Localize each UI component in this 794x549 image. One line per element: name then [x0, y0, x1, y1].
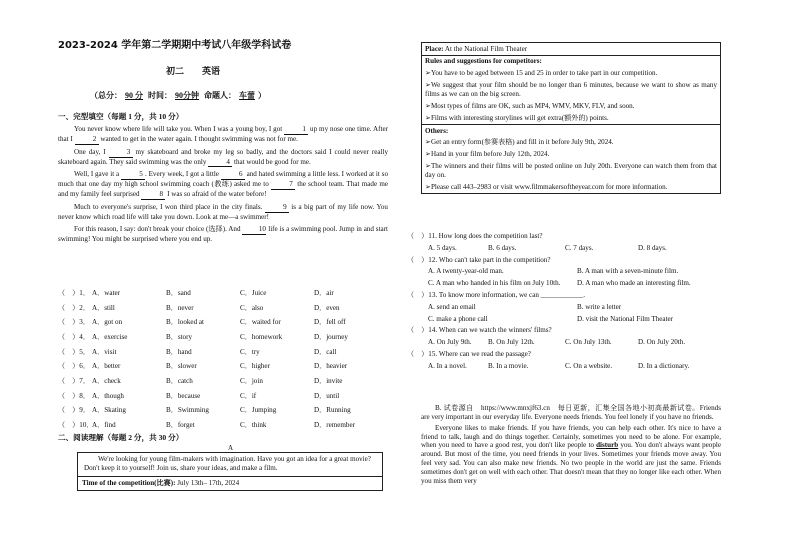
choice-a: A．though: [92, 391, 124, 400]
place-row: [422, 43, 720, 56]
choice-a: A．exercise: [92, 332, 128, 341]
option-row: [58, 345, 388, 360]
cloze-text: You never know where life will take you. When I was a young boy, I got: [74, 125, 285, 133]
cloze-text: One day, I: [74, 147, 109, 156]
competition-time: [78, 476, 382, 490]
cloze-text: . Every week, I got a little: [144, 170, 221, 179]
blank-9: 9: [265, 203, 289, 213]
choice-c: C．Juice: [240, 288, 267, 297]
choice-b: B．slower: [166, 362, 197, 371]
cloze-text: For this reason, I say: don't break your choice (选择). And: [74, 224, 243, 233]
blank-7: 7: [271, 180, 295, 190]
cloze-paragraph: [58, 203, 388, 222]
exam-meta: [90, 91, 266, 101]
question-12[interactable]: （ ）12. Who can't take part in the competition?: [407, 255, 551, 264]
choice-d: D．journey: [314, 332, 348, 341]
others-row: [422, 125, 720, 193]
option-row: [58, 418, 388, 433]
choice-c: C．waited for: [240, 318, 281, 327]
passage-b-body: [421, 424, 721, 486]
choice-c: C．think: [240, 421, 267, 430]
choice-a: A．visit: [92, 347, 117, 356]
rules-heading: Rules and suggestions for competitors:: [425, 57, 542, 66]
question-13[interactable]: （ ）13. To know more information, we can ____________.: [407, 290, 586, 299]
question-number[interactable]: （ ）7．: [58, 377, 90, 386]
choice-b: B. In a movie.: [488, 361, 529, 370]
choice-b: B．never: [166, 303, 194, 312]
choice-b: B．catch: [166, 377, 193, 386]
choice-d: D．until: [314, 391, 340, 400]
choice-b: B．looked at: [166, 318, 205, 327]
choice-c: C．Jumping: [240, 406, 277, 415]
choice-d: D．air: [314, 288, 334, 297]
score-value: 90 分: [125, 91, 143, 100]
question-11[interactable]: （ ）11. How long does the competition last?: [407, 232, 543, 240]
choice-a: A. A twenty-year-old man.: [428, 267, 504, 276]
time-label: 时间：: [148, 91, 172, 100]
place-value: At the National Film Theater: [444, 44, 528, 53]
exam-subtitle: [166, 66, 238, 77]
underlined-word: disturb: [596, 441, 619, 450]
passage-a-intro: We're looking for young film-makers with imagination. Have you got an idea for a great movie? Don't keep it to yourself! Join us, share your ideas, and make a film.: [84, 455, 371, 472]
choice-c: C. make a phone call: [428, 314, 488, 323]
passage-a-label: A: [228, 444, 234, 452]
choice-d: D. In a dictionary.: [638, 361, 690, 370]
question-number[interactable]: （ ）4．: [58, 332, 90, 341]
choice-d: D．remember: [314, 421, 355, 430]
choice-b: B．sand: [166, 288, 191, 297]
choice-a: A．Skating: [92, 406, 126, 415]
question-number[interactable]: （ ）2．: [58, 303, 90, 312]
cloze-paragraph: [58, 125, 388, 145]
section-1-heading: 一、完型填空（每题 1 分，共 10 分）: [58, 112, 184, 121]
question-number[interactable]: （ ）8．: [58, 391, 90, 400]
time-value: 90分钟: [175, 91, 199, 100]
competition-time-label: Time of the competition(比赛):: [82, 478, 176, 487]
question-number[interactable]: （ ）3．: [58, 318, 90, 327]
choice-c: C．also: [240, 303, 264, 312]
score-label: （总分：: [90, 91, 122, 100]
choice-a: A．check: [92, 377, 121, 386]
choice-d: D．fell off: [314, 318, 346, 327]
author-label: 命题人：: [204, 91, 236, 100]
cloze-text: I was so afraid of the water before!: [165, 190, 267, 199]
question-number[interactable]: （ ）5．: [58, 347, 90, 356]
choice-a: A. On July 9th.: [428, 338, 472, 347]
choice-d: D．heavier: [314, 362, 348, 371]
blank-5: 5: [121, 170, 145, 180]
rule-item: ➢Most types of films are OK, such as MP4, WMV, MKV, FLV, and soon.: [425, 101, 635, 110]
cloze-text: up my nose one time. After that I: [58, 125, 388, 143]
choice-b: B. A man with a seven-minute film.: [577, 267, 679, 276]
choice-a: A. In a novel.: [428, 361, 467, 370]
rule-item: ➢We suggest that your film should be no longer than 6 minutes, because we want to show as many films as we can on the big screen.: [425, 81, 717, 98]
choice-b: B．hand: [166, 347, 192, 356]
question-number[interactable]: （ ）10．: [58, 421, 94, 430]
choice-c: C．if: [240, 391, 257, 400]
option-row: [58, 315, 388, 330]
choice-a: A．find: [92, 421, 116, 430]
cloze-paragraph: [58, 225, 388, 244]
passage-b-first-paragraph: B. 试卷源自 https://www.mnxjf63.cn 每日更新，汇集全国各地小初高最新试卷。Friends are very important in our everyday life. Everyone needs friends. You feel lonely if you have no friends.: [421, 404, 721, 421]
option-row: [58, 330, 388, 345]
exam-title: 2023-2024 学年第二学期期中考试八年级学科试卷: [58, 40, 292, 51]
choice-d: D．even: [314, 303, 340, 312]
choice-b: B．forget: [166, 421, 195, 430]
choice-c: C. 7 days.: [565, 243, 594, 252]
section-2-heading: 二、阅读理解（每题 2 分，共 30 分）: [58, 433, 184, 442]
meta-close: ）: [258, 91, 266, 100]
question-options: [407, 244, 719, 256]
blank-10: 10: [242, 225, 266, 235]
blank-3: 3: [109, 148, 133, 158]
question-14[interactable]: （ ）14. When can we watch the winners' films?: [407, 326, 552, 335]
rule-item: ➢You have to be aged between 15 and 25 in order to take part in our competition.: [425, 69, 658, 78]
cloze-text: that would be good for me.: [232, 157, 311, 166]
option-row: [58, 286, 388, 301]
question-15[interactable]: （ ）15. Where can we read the passage?: [407, 349, 531, 358]
question-options: [407, 279, 719, 291]
choice-d: D. visit the National Film Theater: [577, 314, 674, 323]
choice-b: B．because: [166, 391, 201, 400]
other-item: ➢Get an entry form(参赛表格) and fill in it before July 9th, 2024.: [425, 138, 614, 147]
choice-c: C. A man who handed in his film on July 10th.: [428, 279, 561, 288]
choice-d: D. A man who made an interesting film.: [577, 279, 691, 288]
blank-6: 6: [221, 170, 245, 180]
cloze-text: is a big part of my life now. You never know which road life will take you down. Look at me—a swimmer!: [58, 203, 388, 221]
question-options: [407, 362, 719, 374]
question-options: [407, 338, 719, 350]
option-row: [58, 301, 388, 316]
question-options: [407, 315, 719, 327]
question-number[interactable]: （ ）6．: [58, 362, 90, 371]
choice-b: B．story: [166, 332, 193, 341]
reading-questions: [407, 232, 719, 374]
other-item: ➢The winners and their films will be posted online on July 20th. Everyone can watch them from that day on.: [425, 162, 717, 179]
blank-8: 8: [141, 190, 165, 200]
choice-c: C．higher: [240, 362, 270, 371]
choice-a: A．got on: [92, 318, 123, 327]
option-row: [58, 359, 388, 374]
choice-a: A．water: [92, 288, 120, 297]
passage-a-box: [77, 452, 383, 491]
option-row: [58, 404, 388, 419]
option-row: [58, 389, 388, 404]
passage-b-text: you. You don't always want people around. But most of the time, you need friends in your lives. Sometimes your friends move away. You feel very sad. You can also make new friends. No two people in the world are just the same. Friends sometimes don't get on well with each other. That doesn't mean that they no longer like each other. When you miss them very: [421, 441, 721, 485]
cloze-text: wanted to get in the water again. I thought swimming was not for me.: [98, 134, 298, 143]
blank-2: 2: [75, 135, 99, 145]
choice-d: D．invite: [314, 377, 343, 386]
blank-1: 1: [284, 125, 308, 135]
question-options: [407, 303, 719, 315]
rule-item: ➢Films with interesting storylines will get extra(额外的) points.: [425, 113, 609, 122]
choice-c: C．homework: [240, 332, 283, 341]
choice-b: B. 6 days.: [488, 243, 517, 252]
place-label: Place:: [425, 44, 444, 53]
passage-b: [421, 404, 721, 486]
cloze-text: and hated swimming a little less. I worked at it so much that one day my high school swimming coach (教练) asked me to: [58, 170, 388, 189]
cloze-paragraph: [58, 170, 388, 200]
others-heading: Others:: [425, 126, 449, 135]
choice-b: B．Swimming: [166, 406, 209, 415]
choice-c: C. On a website.: [565, 361, 613, 370]
author-value: 车蕾: [239, 91, 255, 100]
question-options: [407, 267, 719, 279]
competition-time-value: July 13th– 17th, 2024: [177, 478, 240, 487]
cloze-text: Much to everyone's surprise, I won third place in the city finals.: [74, 203, 265, 212]
choice-a: A．still: [92, 303, 115, 312]
choice-d: D．Running: [314, 406, 351, 415]
option-row: [58, 374, 388, 389]
cloze-options: [58, 286, 388, 433]
question-number[interactable]: （ ）9．: [58, 406, 90, 415]
cloze-text: life is a swimming pool. Jump in and start swimming! You might be surprised where you end up.: [58, 224, 389, 243]
choice-d: D．call: [314, 347, 337, 356]
choice-c: C. On July 13th.: [565, 338, 612, 347]
subject-label: 英语: [202, 66, 221, 76]
cloze-text: the school team. That made me and my family feel surprised: [58, 180, 388, 199]
choice-a: A. send an email: [428, 302, 476, 311]
other-item: ➢Please call 443–2983 or visit www.filmmakersoftheyear.com for more information.: [425, 182, 668, 191]
cloze-text: Well, I gave it a: [74, 170, 121, 179]
choice-a: A．better: [92, 362, 121, 371]
cloze-paragraph: [58, 148, 388, 168]
blank-4: 4: [208, 158, 232, 168]
cloze-text: my skateboard and broke my leg so badly, and the doctors said I could never really skateboard again. They said swimming was the only: [58, 147, 388, 166]
choice-b: B. On July 12th.: [488, 338, 535, 347]
question-number[interactable]: （ ）1．: [58, 288, 90, 297]
cloze-passage: [58, 125, 388, 243]
other-item: ➢Hand in your film before July 12th, 2024.: [425, 150, 550, 159]
choice-b: B. write a letter: [577, 302, 622, 311]
choice-c: C．join: [240, 377, 263, 386]
choice-c: C．try: [240, 347, 260, 356]
choice-a: A. 5 days.: [428, 243, 457, 252]
competition-info-box: [421, 42, 721, 194]
rules-row: [422, 56, 720, 125]
passage-b-text: Everyone likes to make friends. If you have friends, you can help each other. It's nice to have a friend to talk, laugh and do things together. Certainly, sometimes you need to be alone. For example, when you need to have a good rest, you don't like people to: [421, 423, 721, 450]
choice-d: D. 8 days.: [638, 243, 667, 252]
choice-d: D. On July 20th.: [638, 338, 686, 347]
grade-label: 初二: [166, 66, 185, 76]
